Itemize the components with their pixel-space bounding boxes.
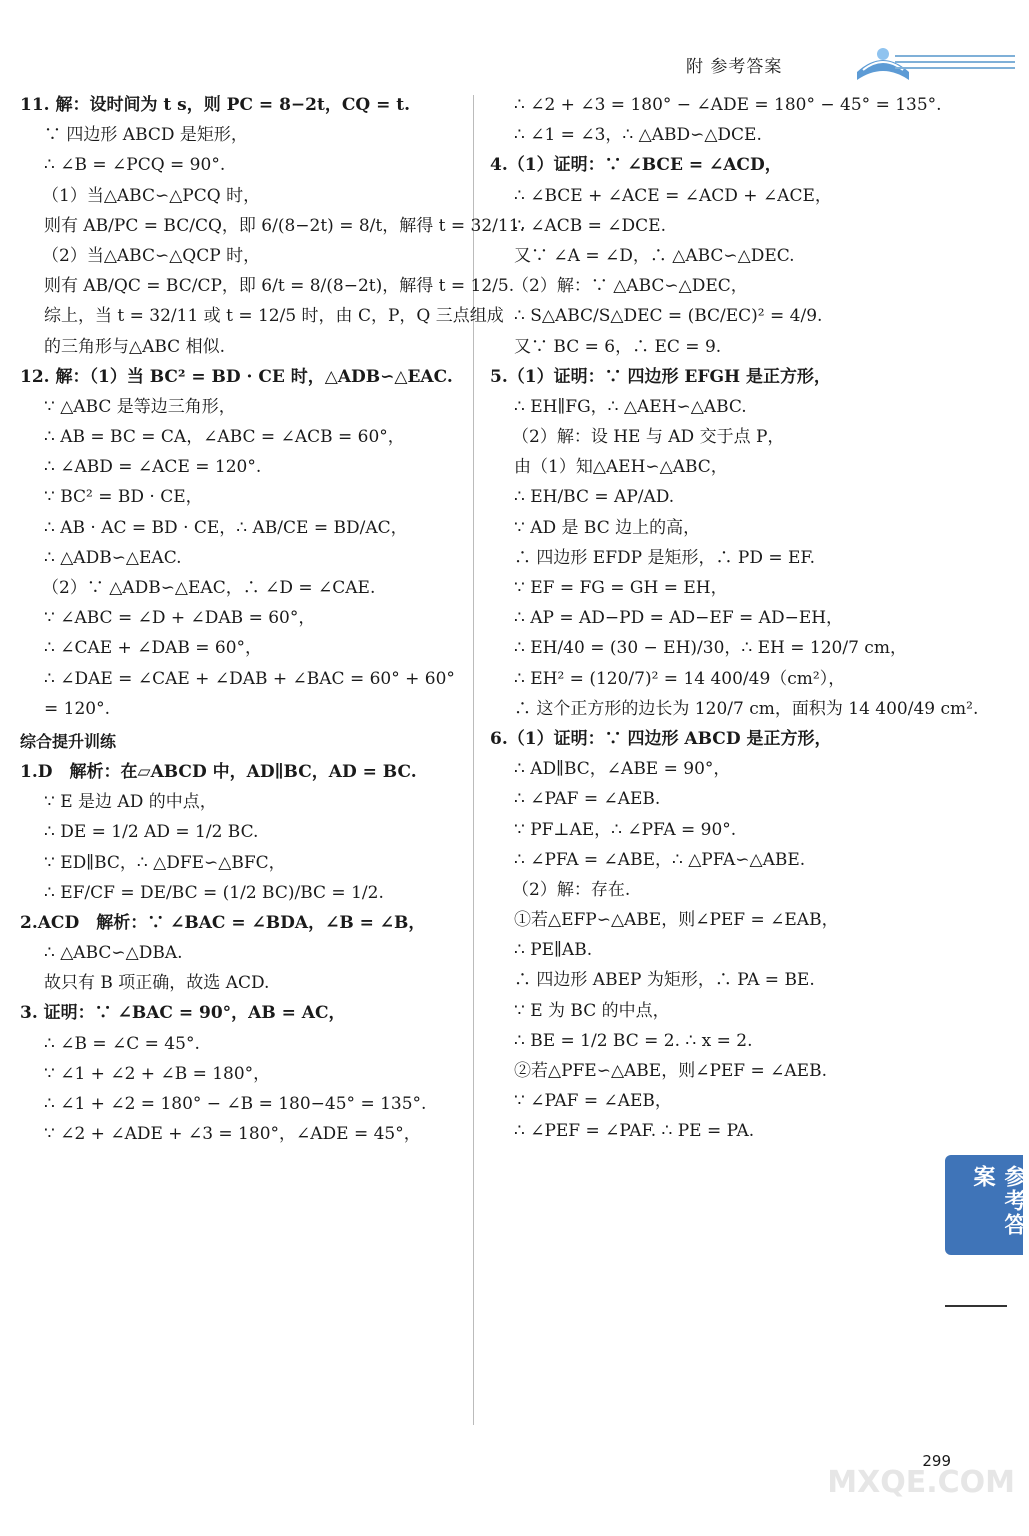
answer-line: 综上，当 t = 32/11 或 t = 12/5 时，由 C，P，Q 三点组成: [44, 306, 504, 327]
answer-line: （2）解：设 HE 与 AD 交于点 P，: [512, 427, 785, 448]
answer-line: ∵ ∠ABC = ∠D + ∠DAB = 60°，: [44, 608, 316, 629]
answer-line: ∴ PE∥AB.: [514, 940, 593, 961]
answer-line: ∵ BC² = BD · CE，: [44, 487, 203, 508]
answer-line: ∴ AB = BC = CA，∠ABC = ∠ACB = 60°，: [44, 427, 405, 448]
answer-line: 1.D 解析：在▱ABCD 中，AD∥BC，AD = BC.: [20, 761, 417, 782]
side-divider: [945, 1305, 1007, 1307]
side-tab-label: 参考答案: [970, 1165, 1026, 1237]
answer-line: 则有 AB/QC = BC/CP，即 6/t = 8/(8−2t)，解得 t = 12/5.: [44, 276, 515, 297]
answer-line: 4.（1）证明：∵ ∠BCE = ∠ACD，: [490, 155, 782, 176]
answer-line: ∵ E 是边 AD 的中点，: [44, 792, 217, 813]
answer-line: ∵ PF⊥AE，∴ ∠PFA = 90°.: [514, 819, 737, 840]
answer-line: ∴ ∠2 + ∠3 = 180° − ∠ADE = 180° − 45° = 135°.: [514, 95, 942, 115]
answer-line: （2）解：存在.: [512, 879, 631, 900]
answer-line: 的三角形与△ABC 相似.: [44, 336, 225, 357]
answer-line: ∴ 这个正方形的边长为 120/7 cm，面积为 14 400/49 cm².: [514, 698, 979, 719]
answer-line: ①若△EFP∽△ABE，则∠PEF = ∠EAB，: [514, 910, 839, 931]
answer-line: ∵ ∠1 + ∠2 + ∠B = 180°，: [44, 1063, 271, 1084]
header-label: 附 参考答案: [686, 57, 783, 77]
answer-line: （2）∵ △ADB∽△EAC，∴ ∠D = ∠CAE.: [42, 578, 376, 598]
answer-line: ∴ EF/CF = DE/BC = (1/2 BC)/BC = 1/2.: [44, 882, 384, 903]
answer-line: ∴ ∠B = ∠C = 45°.: [44, 1033, 200, 1054]
answer-line: 6.（1）证明：∵ 四边形 ABCD 是正方形，: [490, 728, 832, 749]
answer-line: ∵ ED∥BC，∴ △DFE∽△BFC，: [44, 852, 286, 873]
answer-line: ∴ △ABC∽△DBA.: [44, 943, 183, 964]
answer-line: ∴ AP = AD−PD = AD−EF = AD−EH，: [514, 608, 844, 629]
answer-line: ∵ E 为 BC 的中点，: [514, 1000, 670, 1021]
answer-line: ∵ EF = FG = GH = EH，: [514, 578, 728, 598]
answer-line: ∴ AD∥BC，∠ABE = 90°，: [514, 759, 731, 780]
answer-line: ∴ 四边形 EFDP 是矩形，∴ PD = EF.: [514, 547, 815, 568]
answer-line: ∴ DE = 1/2 AD = 1/2 BC.: [44, 822, 259, 843]
answer-line: ∴ AB · AC = BD · CE，∴ AB/CE = BD/AC，: [44, 517, 408, 538]
answer-line: 又∵ ∠A = ∠D，∴ △ABC∽△DEC.: [514, 245, 795, 266]
answer-line: ∴ 四边形 ABEP 为矩形，∴ PA = BE.: [514, 970, 815, 991]
answer-line: ∴ ∠1 + ∠2 = 180° − ∠B = 180−45° = 135°.: [44, 1094, 427, 1114]
answer-line: ∴ ∠1 = ∠3，∴ △ABD∽△DCE.: [514, 125, 762, 146]
answer-line: （2）解：∵ △ABC∽△DEC，: [512, 276, 748, 297]
side-tab: [945, 1155, 1026, 1255]
answer-line: 由（1）知△AEH∽△ABC，: [514, 457, 728, 478]
answer-line: ∵ 四边形 ABCD 是矩形，: [44, 125, 248, 146]
answer-line: ∴ BE = 1/2 BC = 2. ∴ x = 2.: [514, 1030, 753, 1051]
answer-line: ∴ ∠PFA = ∠ABE，∴ △PFA∽△ABE.: [514, 849, 806, 870]
answer-line: ∴ EH/40 = (30 − EH)/30，∴ EH = 120/7 cm，: [514, 638, 907, 659]
answer-line: （1）当△ABC∽△PCQ 时，: [42, 185, 261, 206]
answer-line: ∴ ∠ACB = ∠DCE.: [514, 215, 666, 236]
right-column: [490, 92, 979, 1149]
header-decoration: [895, 55, 1015, 73]
answer-line: ∴ EH² = (120/7)² = 14 400/49（cm²），: [514, 668, 846, 689]
answer-line: ∴ ∠B = ∠PCQ = 90°.: [44, 155, 226, 176]
answer-line: 11. 解：设时间为 t s，则 PC = 8−2t，CQ = t.: [20, 95, 411, 115]
answer-line: ∴ ∠PAF = ∠AEB.: [514, 789, 661, 810]
answer-line: 12. 解：（1）当 BC² = BD · CE 时，△ADB∽△EAC.: [20, 366, 453, 387]
page-header: [663, 40, 1023, 90]
answer-line: 故只有 B 项正确，故选 ACD.: [44, 973, 270, 994]
left-column: [20, 92, 525, 1151]
watermark: MXQE.COM: [827, 1465, 1015, 1500]
answer-line: ∴ S△ABC/S△DEC = (BC/EC)² = 4/9.: [514, 306, 823, 327]
answer-line: ∵ AD 是 BC 边上的高，: [514, 517, 701, 538]
answer-line: ∴ EH∥FG，∴ △AEH∽△ABC.: [514, 396, 747, 417]
answer-line: ∴ EH/BC = AP/AD.: [514, 487, 675, 508]
answer-line: = 120°.: [44, 698, 110, 719]
answer-line: 又∵ BC = 6，∴ EC = 9.: [514, 336, 722, 357]
answer-line: ∵ △ABC 是等边三角形，: [44, 396, 236, 417]
answer-line: 5.（1）证明：∵ 四边形 EFGH 是正方形，: [490, 366, 831, 387]
section-heading: 综合提升训练: [20, 731, 117, 751]
answer-line: ②若△PFE∽△ABE，则∠PEF = ∠AEB.: [514, 1061, 827, 1081]
answer-line: ∴ △ADB∽△EAC.: [44, 547, 182, 568]
page-number: 299: [922, 1452, 951, 1470]
answer-line: ∴ ∠DAE = ∠CAE + ∠DAB + ∠BAC = 60° + 60°: [44, 668, 455, 689]
answer-line: ∴ ∠ABD = ∠ACE = 120°.: [44, 457, 262, 478]
answer-line: ∴ ∠PEF = ∠PAF. ∴ PE = PA.: [514, 1121, 755, 1142]
answer-line: ∵ ∠PAF = ∠AEB，: [514, 1091, 672, 1112]
answer-line: ∵ ∠2 + ∠ADE + ∠3 = 180°，∠ADE = 45°，: [44, 1124, 421, 1145]
answer-line: ∴ ∠CAE + ∠DAB = 60°，: [44, 638, 263, 659]
answer-line: （2）当△ABC∽△QCP 时，: [42, 245, 261, 266]
answer-line: 2.ACD 解析：∵ ∠BAC = ∠BDA，∠B = ∠B，: [20, 912, 426, 933]
answer-line: 3. 证明：∵ ∠BAC = 90°，AB = AC，: [20, 1003, 346, 1024]
answer-line: 则有 AB/PC = BC/CQ，即 6/(8−2t) = 8/t，解得 t = 32/11.: [44, 215, 525, 236]
answer-line: ∴ ∠BCE + ∠ACE = ∠ACD + ∠ACE，: [514, 185, 832, 206]
